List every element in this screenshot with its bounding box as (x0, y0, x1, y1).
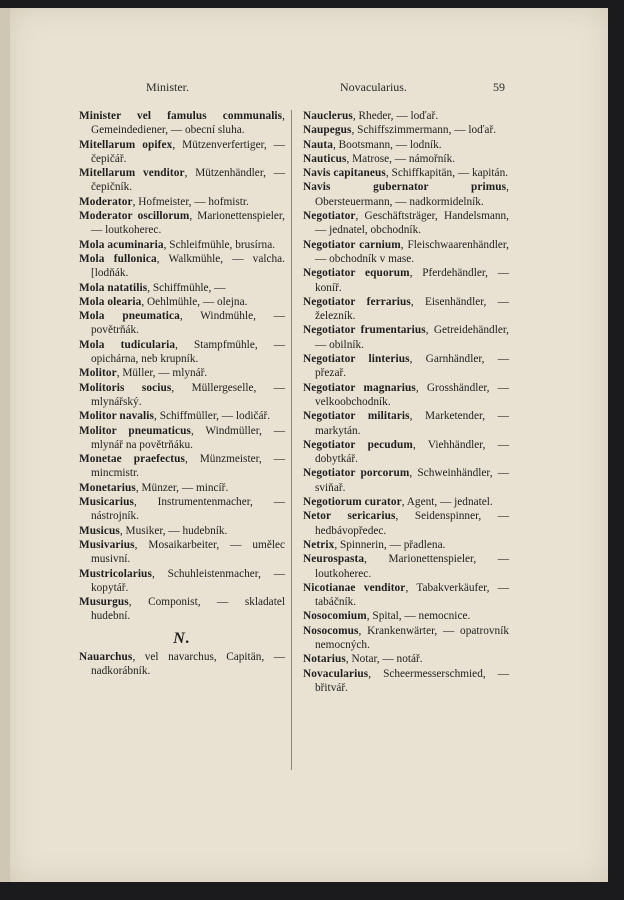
dictionary-entry (303, 581, 509, 610)
dictionary-entry (79, 381, 285, 410)
entry-headword: Negotiator (303, 210, 356, 223)
entry-definition: , Eisenhändler, — železník. (315, 295, 509, 323)
entry-definition: , Mosaikarbeiter, — umělec musivní. (91, 538, 285, 566)
dictionary-entry (303, 209, 509, 238)
dictionary-entry (79, 424, 285, 453)
dictionary-entry (303, 409, 509, 438)
entry-definition: , Schleifmühle, brusírna. (163, 238, 276, 251)
entry-headword: Netrix (303, 538, 335, 551)
entry-definition: , Windmüller, — mlynář na povětrňáku. (91, 424, 285, 451)
entry-definition: , Obersteuermann, — nadkormidelník. (315, 181, 509, 208)
entry-definition: , Scheermesserschmied, — břitvář. (315, 667, 509, 694)
entry-definition: , Marketender, — markytán. (315, 410, 509, 437)
dictionary-entry (303, 238, 509, 267)
entry-headword: Mola acuminaria (79, 238, 164, 251)
page-number: 59 (493, 80, 505, 94)
entry-definition: , Gemeindediener, — obecní sluha. (91, 110, 285, 137)
entry-definition: , Schiffszimmermann, — loďař. (351, 124, 497, 137)
entry-headword: Musicus (79, 524, 120, 537)
entry-headword: Nauarchus (79, 650, 133, 663)
entry-headword: Musivarius (79, 538, 135, 551)
entry-headword: Mitellarum venditor (79, 167, 185, 180)
entry-headword: Molitor (79, 367, 117, 380)
entry-headword: Mola fullonica (79, 252, 157, 265)
dictionary-entry (79, 309, 285, 338)
entry-definition: , Notar, — notář. (345, 653, 423, 666)
entry-headword: Mola tudicularia (79, 338, 176, 351)
dictionary-entry (303, 509, 509, 538)
entry-headword: Nauclerus (303, 110, 353, 122)
entry-headword: Molitor pneumaticus (79, 424, 192, 437)
entry-definition: , Matrose, — námořník. (346, 152, 456, 165)
entry-headword: Minister vel famulus communalis (79, 110, 283, 122)
entry-headword: Moderator (79, 195, 133, 208)
dictionary-entry (303, 381, 509, 410)
entry-definition: , Getreidehändler, — obilník. (315, 324, 509, 351)
dictionary-entry (79, 238, 285, 252)
entry-headword: Negotiator frumentarius (303, 324, 426, 337)
entry-definition: , Seidenspinner, — hedbávopředec. (315, 510, 509, 537)
dictionary-entry (303, 180, 509, 209)
entry-headword: Nosocomium (303, 610, 367, 623)
entry-headword: Novacularius (303, 667, 369, 680)
dictionary-entry (79, 452, 285, 481)
entry-definition: , Spital, — nemocnice. (366, 610, 471, 623)
left-column (79, 109, 285, 679)
entry-definition: , Musiker, — hudebník. (119, 524, 228, 537)
right-entries (303, 109, 509, 695)
entry-headword: Navis gubernator primus (303, 181, 507, 194)
dictionary-entry (79, 595, 285, 624)
entry-definition: , Mützenhändler, — čepičník. (91, 167, 285, 194)
running-head-left: Minister. (146, 80, 190, 94)
entry-definition: , Müller, — mlynář. (116, 367, 208, 380)
dictionary-entry (79, 366, 285, 380)
dictionary-entry (303, 323, 509, 352)
entry-definition: , Fleischwaarenhändler, — obchodník v mase. (315, 238, 510, 265)
entry-headword: Notarius (303, 653, 346, 666)
entry-definition: , Marionettenspieler, — loutkoherec. (91, 210, 285, 237)
left-entries (79, 109, 285, 624)
entry-definition: , Schweinhändler, — sviňař. (315, 467, 510, 494)
entry-definition: , Tabakverkäufer, — tabáčník. (315, 581, 509, 609)
dictionary-entry (303, 667, 509, 696)
entry-headword: Nauticus (303, 152, 347, 165)
entry-headword: Negotiator ferrarius (303, 295, 411, 308)
dictionary-entry (303, 466, 509, 495)
entry-headword: Netor sericarius (303, 510, 396, 523)
section-letter: N. (173, 629, 191, 647)
dictionary-entry (303, 352, 509, 381)
entry-headword: Negotiator pecudum (303, 438, 413, 451)
entry-definition: , Münzmeister, — mincmistr. (91, 453, 285, 480)
dictionary-entry (303, 166, 509, 180)
entry-headword: Naupegus (303, 124, 352, 137)
entry-definition: , Instrumentenmacher, — nástrojník. (91, 496, 285, 523)
entry-definition: , Windmühle, — povětrňák. (91, 310, 285, 337)
entry-definition: , Müllergeselle, — mlynářský. (91, 381, 285, 408)
entry-headword: Musurgus (79, 596, 129, 609)
dictionary-entry (79, 295, 285, 309)
entry-definition: , Agent, — jednatel. (401, 496, 493, 509)
entry-definition: , Componist, — skladatel hudební. (91, 596, 285, 623)
entry-headword: Moderator oscillorum (79, 210, 190, 223)
entry-definition: , Münzer, — mincíř. (135, 481, 229, 494)
entry-headword: Negotiator porcorum (303, 467, 410, 480)
entry-headword: Negotiator magnarius (303, 381, 416, 394)
dictionary-entry (303, 552, 509, 581)
dictionary-entry (79, 524, 285, 538)
dictionary-entry (303, 123, 509, 137)
entry-definition: , vel navarchus, Capitän, — nadkorábník. (91, 650, 285, 678)
dictionary-entry (79, 538, 285, 567)
dictionary-entry (79, 138, 285, 167)
entry-definition: , Mützenverfertiger, — čepičář. (91, 138, 285, 165)
dictionary-entry (79, 281, 285, 295)
dictionary-entry (79, 209, 285, 238)
entry-headword: Monetae praefectus (79, 453, 185, 466)
entry-definition: , Stampfmühle, — opichárna, neb krupník. (91, 338, 285, 366)
entry-definition: , Walkmühle, — valcha. [lodňák. (91, 252, 285, 280)
dictionary-entry (79, 409, 285, 423)
entry-headword: Nicotianae venditor (303, 581, 406, 594)
entry-headword: Negotiator linterius (303, 353, 410, 366)
entry-definition: , Grosshändler, — velkoobchodník. (315, 381, 509, 408)
dictionary-entry (303, 652, 509, 666)
entry-headword: Nauta (303, 138, 333, 151)
left-entries-after (79, 650, 285, 679)
entry-headword: Molitor navalis (79, 410, 155, 423)
dictionary-entry (79, 166, 285, 195)
entry-headword: Negotiator militaris (303, 410, 410, 423)
dictionary-entry (79, 481, 285, 495)
entry-headword: Neurospasta (303, 553, 365, 566)
dictionary-entry (303, 538, 509, 552)
dictionary-entry (303, 152, 509, 166)
entry-headword: Monetarius (79, 481, 136, 494)
entry-definition: , Garnhändler, — přezař. (315, 353, 509, 380)
dictionary-entry (303, 295, 509, 324)
entry-headword: Molitoris socius (79, 381, 172, 394)
entry-definition: , Krankenwärter, — opatrovník nemocných. (315, 624, 509, 651)
entry-definition: , Schiffmüller, — lodičář. (154, 410, 271, 423)
entry-definition: , Schuhleistenmacher, — kopytář. (91, 567, 285, 594)
entry-definition: , Viehhändler, — dobytkář. (315, 438, 510, 466)
entry-definition: , Rheder, — loďař. (352, 110, 439, 122)
entry-headword: Mola natatilis (79, 281, 148, 294)
entry-headword: Negotiator carnium (303, 238, 401, 251)
column-divider (291, 110, 292, 770)
entry-definition: , Schiffkapitän, — kapitán. (385, 167, 509, 180)
entry-headword: Musicarius (79, 496, 134, 509)
dictionary-entry (79, 252, 285, 281)
running-head-right: Novacularius. (340, 80, 407, 94)
entry-headword: Nosocomus (303, 624, 359, 637)
entry-definition: , Spinnerin, — přadlena. (334, 538, 446, 551)
dictionary-entry (79, 338, 285, 367)
dictionary-entry (303, 138, 509, 152)
dictionary-entry (303, 438, 509, 467)
entry-headword: Mola pneumatica (79, 310, 180, 323)
entry-headword: Navis capitaneus (303, 167, 386, 180)
entry-headword: Negotiorum curator (303, 496, 402, 509)
entry-definition: , Marionettenspieler, — loutkoherec. (315, 553, 509, 580)
entry-definition: , Hofmeister, — hofmistr. (132, 195, 249, 208)
entry-headword: Mustricolarius (79, 567, 152, 580)
dictionary-entry (303, 495, 509, 509)
entry-headword: Mitellarum opifex (79, 138, 173, 151)
entry-definition: , Oehlmühle, — olejna. (141, 295, 248, 308)
dictionary-entry (79, 650, 285, 679)
dictionary-entry (303, 266, 509, 295)
entry-headword: Mola olearia (79, 295, 142, 308)
right-column (303, 109, 509, 695)
dictionary-entry (79, 495, 285, 524)
entry-definition: , Pferdehändler, — koníř. (315, 267, 509, 294)
dictionary-entry (79, 195, 285, 209)
dictionary-entry (79, 567, 285, 596)
dictionary-entry (79, 109, 285, 138)
entry-definition: , Schiffmühle, — (147, 281, 226, 294)
entry-headword: Negotiator equorum (303, 267, 410, 280)
entry-definition: , Geschäftsträger, Handelsmann, — jednatel, obchodník. (315, 210, 509, 237)
entry-definition: , Bootsmann, — lodník. (333, 138, 442, 151)
dictionary-entry (303, 109, 509, 123)
dictionary-entry (303, 624, 509, 653)
dictionary-entry (303, 609, 509, 623)
